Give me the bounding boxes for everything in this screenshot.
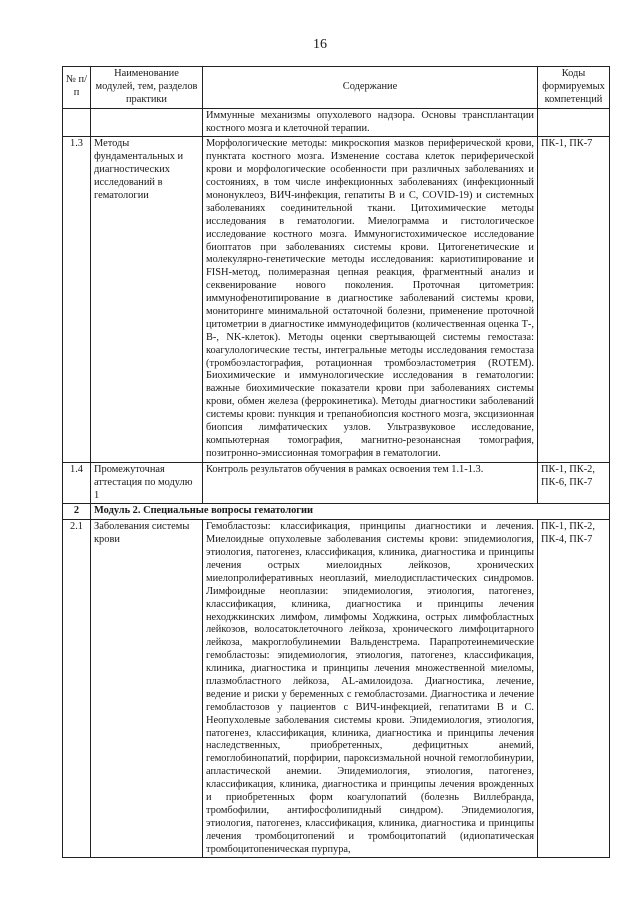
row-competencies: ПК-1, ПК-7 xyxy=(538,137,610,462)
row-competencies: ПК-1, ПК-2, ПК-4, ПК-7 xyxy=(538,520,610,858)
row-name: Методы фундаментальных и диагностических исследований в гематологии xyxy=(91,137,203,462)
header-competencies: Коды формируемых компетенций xyxy=(538,67,610,109)
row-num: 1.3 xyxy=(63,137,91,462)
row-content: Иммунные механизмы опухолевого надзора. Основы трансплантации костного мозга и клеточной терапии. xyxy=(203,108,538,137)
row-content: Морфологические методы: микроскопия мазков периферической крови, пунктата костного мозга. Изменение состава клеток периферической крови и морфологические особенности при различных заболеваниях и состояниях, в том числе инфекционных заболеваниях (инфекционный мононуклеоз, ВИЧ-инфекция, гепатиты В и С, COVID-19) и системных заболеваниях соединительной ткани. Цитохимические методы исследования в гематологии. Миелограмма и гистологическое исследование костного мозга. Иммуногистохимическое исследование биоптатов при заболеваниях системы крови. Цитогенетические и молекулярно-генетические методы исследования: кариотипирование и FISH-метод, полимеразная цепная реакция, фрагментный анализ и секвенирование нового поколения. Проточная цитометрия: иммунофенотипирование в диагностике заболеваний системы крови, мониторинге минимальной остаточной болезни, применение проточной цитометрии в диагностике иммунодефицитов (количественная оценка Т-, В-, NK-клеток). Методы оценки свертывающей системы гемостаза: коагулологические тесты, интегральные методы исследования гемостаза (тромбоэластография, ротационная тромбоэластометрия (ROTEM). Биохимические и иммунологические исследования в гематологии: важные биохимические показатели крови при заболеваниях системы крови, обмен железа (феррокинетика). Методы диагностики заболеваний системы крови: пункция и трепанобиопсия костного мозга, эксцизионная биопсия лимфатических узлов. Ультразвуковое исследование, компьютерная томография, магнитно-резонансная томография, позитронно-эмиссионная томография в гематологии. xyxy=(203,137,538,462)
row-name: Заболевания системы крови xyxy=(91,520,203,858)
header-content: Содержание xyxy=(203,67,538,109)
header-name: Наименование модулей, тем, разделов практики xyxy=(91,67,203,109)
row-name: Промежуточная аттестация по модулю 1 xyxy=(91,462,203,504)
row-competencies: ПК-1, ПК-2, ПК-6, ПК-7 xyxy=(538,462,610,504)
header-num: № п/п xyxy=(63,67,91,109)
row-num: 1.4 xyxy=(63,462,91,504)
module-heading-row xyxy=(63,504,610,520)
row-competencies xyxy=(538,108,610,137)
row-content: Гемобластозы: классификация, принципы диагностики и лечения. Миелоидные опухолевые заболевания системы крови: эпидемиология, этиология, патогенез, классификация, клиника, диагностика и принципы лечения острых миелоидных лейкозов, хронических миелопролиферативных неоплазий, миелодиспластических синдромов. Лимфоидные неоплазии: эпидемиология, этиология, патогенез, классификация, клиника, диагностика и принципы лечения неходжкинских лимфом, лимфомы Ходжкина, острых лимфобластных лейкозов, волосатоклеточного лейкоза, хронического лимфоцитарного лейкоза, макроглобулинемии Вальденстрема. Парапротеинемические гемобластозы: эпидемиология, этиология, патогенез, классификация, клиника, диагностика и принципы лечения множественной миеломы, плазмобластного лейкоза, AL-амилоидоза. Диагностика, лечение, ведение и риски у беременных с гемобластозами. Диагностика и лечение гемобластозов у пациентов с ВИЧ-инфекцией, гепатитами В и С. Неопухолевые заболевания системы крови. Эпидемиология, этиология, патогенез, классификация, клиника, диагностика и принципы лечения наследственных, приобретенных, дефицитных анемий, гемоглобинопатий, порфирии, пароксизмальной ночной гемоглобинурии, апластической анемии. Эпидемиология, этиология, патогенез, классификация, клиника, диагностика и принципы лечения врожденных и приобретенных форм коагулопатий (болезнь Виллебранда, тромбофилии, антифосфолипидный синдром). Эпидемиология, этиология, патогенез, классификация, клиника, диагностика и принципы лечения тромбоцитопений и тромбоцитопатий (идиопатическая тромбоцитопеническая пурпура, xyxy=(203,520,538,858)
table-row xyxy=(63,137,610,462)
table-header-row xyxy=(63,67,610,109)
table-row xyxy=(63,520,610,858)
row-num: 2.1 xyxy=(63,520,91,858)
row-content: Контроль результатов обучения в рамках освоения тем 1.1-1.3. xyxy=(203,462,538,504)
row-name xyxy=(91,108,203,137)
module-title: Модуль 2. Специальные вопросы гематологии xyxy=(91,504,610,520)
table-row xyxy=(63,108,610,137)
module-num: 2 xyxy=(63,504,91,520)
page-number: 16 xyxy=(313,37,327,52)
curriculum-table xyxy=(62,66,610,858)
row-num xyxy=(63,108,91,137)
table-row xyxy=(63,462,610,504)
